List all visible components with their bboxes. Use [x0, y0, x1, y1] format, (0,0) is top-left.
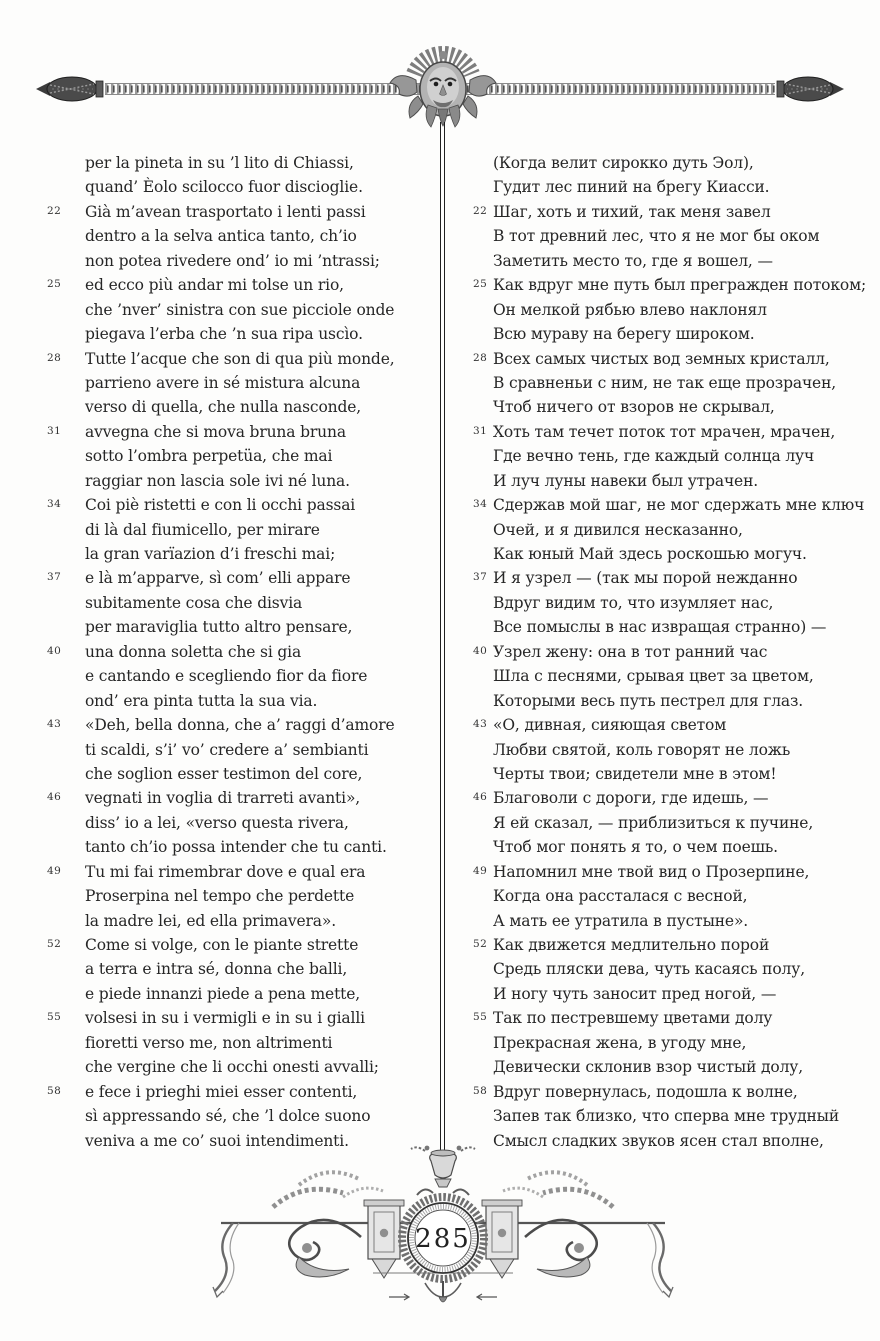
line-number: 46 [473, 791, 488, 804]
verse-text: volsesi in su i vermigli e in su i gialli [85, 1009, 365, 1028]
verse-text: e là m’apparve, sì com’ elli appare [85, 569, 351, 588]
verse-text: Già m’avean trasportato i lenti passi [85, 202, 366, 221]
poem-line [493, 324, 878, 348]
verse-text: Запев так близко, что сперва мне трудный [493, 1107, 840, 1126]
line-number: 49 [473, 864, 488, 877]
verse-text: Гудит лес пиний на брегу Киасси. [493, 178, 770, 197]
line-number: 34 [473, 498, 488, 511]
verse-text: Когда она рассталася с весной, [493, 887, 748, 906]
line-number: 34 [47, 498, 62, 511]
poem-line [47, 642, 441, 666]
verse-text: non potea rivedere ond’ io mi ’ntrassi; [85, 251, 380, 270]
line-number: 58 [47, 1084, 62, 1097]
line-number: 22 [473, 204, 488, 217]
verse-text: quand’ Èolo scilocco fuor discioglie. [85, 178, 363, 197]
verse-text: che vergine che li occhi onesti avvalli; [85, 1058, 379, 1077]
verse-text: Сдержав мой шаг, не мог сдержать мне ключ [493, 496, 865, 515]
poem-line [85, 1033, 441, 1057]
verse-text: di là dal fiumicello, per mirare [85, 520, 320, 539]
poem-line [47, 1008, 441, 1032]
verse-text: В сравненьи с ним, не так еще прозрачен, [493, 373, 837, 392]
line-number: 43 [47, 718, 62, 731]
poem-line [85, 324, 441, 348]
poem-line [473, 715, 878, 739]
verse-text: sotto l’ombra perpetüa, che mai [85, 447, 333, 466]
poem-line [85, 666, 441, 690]
poem-line [473, 1008, 878, 1032]
verse-text: Девически склонив взор чистый долу, [493, 1058, 804, 1077]
poem-line [85, 886, 441, 910]
poem-line [493, 177, 878, 201]
verse-text: una donna soletta che si gia [85, 642, 302, 661]
poem-line [85, 373, 441, 397]
verse-text: Где вечно тень, где каждый солнца луч [493, 447, 815, 466]
line-number: 28 [473, 351, 488, 364]
verse-text: И луч луны навеки был утрачен. [493, 471, 759, 490]
poem-line [85, 1106, 441, 1130]
footer-vase-icon [411, 1146, 475, 1187]
poem-line [85, 177, 441, 201]
poem-line [493, 837, 878, 861]
header-ornament [0, 0, 880, 135]
poem-line [85, 1057, 441, 1081]
poem-line [85, 153, 441, 177]
poem-line [47, 1082, 441, 1106]
verse-text: Благоволи с дороги, где идешь, — [493, 789, 769, 808]
poem-line [47, 495, 441, 519]
poem-line [473, 202, 878, 226]
poem-line [493, 984, 878, 1008]
poem-line [493, 740, 878, 764]
poem-line [47, 349, 441, 373]
footer-ornament [203, 1145, 683, 1313]
poem-line [493, 446, 878, 470]
verse-text: Tu mi fai rimembrar dove e qual era [85, 862, 366, 881]
verse-text: Смысл сладких звуков ясен стал вполне, [493, 1131, 824, 1150]
verse-text: per maraviglia tutto altro pensare, [85, 618, 353, 637]
verse-text: Proserpina nel tempo che perdette [85, 887, 355, 906]
verse-text: raggiar non lascia sole ivi né luna. [85, 471, 350, 490]
pinecone-finial-icon [777, 77, 844, 101]
verse-text: Coi piè ristetti e con li occhi passai [85, 496, 356, 515]
poem-line [493, 520, 878, 544]
verse-text: Черты твои; свидетели мне в этом! [493, 764, 777, 783]
poem-line [493, 764, 878, 788]
line-number: 55 [473, 1011, 488, 1024]
line-number: 28 [47, 351, 62, 364]
poem-line [85, 593, 441, 617]
poem-line [493, 691, 878, 715]
verse-text: Напомнил мне твой вид о Прозерпине, [493, 862, 810, 881]
footer-right-scrollwork [477, 1172, 673, 1300]
poem-line [85, 837, 441, 861]
verse-text: Любви святой, коль говорят не ложь [493, 740, 791, 759]
poem-line [85, 251, 441, 275]
poem-line [493, 544, 878, 568]
line-number: 25 [47, 278, 62, 291]
verse-text: a terra e intra sé, donna che balli, [85, 960, 348, 979]
poem-line [493, 397, 878, 421]
verse-text: per la pineta in su ’l lito di Chiassi, [85, 154, 354, 172]
verse-text: veniva a me co’ suoi intendimenti. [85, 1131, 349, 1150]
poem-line [85, 691, 441, 715]
poem-line [473, 495, 878, 519]
verse-text: Вдруг видим то, что изумляет нас, [493, 593, 774, 612]
line-number: 25 [473, 278, 488, 291]
verse-text: Я ей сказал, — приблизиться к пучине, [493, 813, 814, 832]
pinecone-finial-icon [36, 77, 103, 101]
verse-text: la gran varïazion d’i freschi mai; [85, 545, 336, 563]
poem-line [473, 349, 878, 373]
footer-left-scrollwork [213, 1172, 409, 1300]
verse-text: che soglion esser testimon del core, [85, 764, 363, 783]
poem-line [493, 813, 878, 837]
poem-line [47, 862, 441, 886]
line-number: 31 [47, 424, 62, 437]
poem-line [85, 446, 441, 470]
verse-text: Всех самых чистых вод земных кристалл, [493, 349, 830, 368]
poem-line [47, 275, 441, 299]
poem-line [493, 1106, 878, 1130]
poem-line [493, 666, 878, 690]
poem-line [47, 788, 441, 812]
poem-column-right [473, 153, 878, 1155]
poem-line [493, 373, 878, 397]
poem-line [85, 226, 441, 250]
poem-line [473, 788, 878, 812]
poem-line [85, 471, 441, 495]
verse-text: Чтоб ничего от взоров не скрывал, [493, 398, 775, 417]
verse-text: Всю мураву на берегу широком. [493, 325, 755, 344]
poem-line [493, 617, 878, 641]
poem-line [493, 886, 878, 910]
verse-text: e cantando e scegliendo fior da fiore [85, 667, 368, 686]
poem-line [85, 520, 441, 544]
line-number: 52 [47, 938, 62, 950]
poem-line [493, 593, 878, 617]
poem-line [85, 959, 441, 983]
verse-text: Как движется медлительно порой [493, 936, 770, 954]
poem-line [493, 471, 878, 495]
poem-column-left [47, 153, 441, 1155]
poem-line [85, 813, 441, 837]
verse-text: diss’ io a lei, «verso questa rivera, [85, 813, 349, 832]
grotesque-mask-icon [390, 51, 496, 127]
verse-text: Как вдруг мне путь был прегражден потоком; [493, 276, 867, 295]
verse-text: ti scaldi, s’i’ vo’ credere a’ sembianti [85, 740, 369, 759]
poem-line [85, 764, 441, 788]
poem-line [85, 911, 441, 935]
verse-text: Come si volge, con le piante strette [85, 936, 359, 954]
verse-text: Он мелкой рябью влево наклонял [493, 300, 767, 319]
poem-line [47, 422, 441, 446]
verse-text: fioretti verso me, non altrimenti [85, 1033, 333, 1052]
poem-line [85, 544, 441, 568]
verse-text: Средь пляски дева, чуть касаясь полу, [493, 960, 805, 979]
line-number: 43 [473, 718, 488, 731]
poem-line [473, 642, 878, 666]
poem-line [473, 935, 878, 959]
poem-line [85, 740, 441, 764]
verse-text: e piede innanzi piede a pena mette, [85, 984, 361, 1003]
verse-text: la madre lei, ed ella primavera». [85, 911, 336, 930]
verse-text: Чтоб мог понять я то, о чем поешь. [493, 838, 778, 857]
poem-line [493, 251, 878, 275]
verse-text: Очей, и я дивился несказанно, [493, 520, 743, 539]
poem-line [47, 202, 441, 226]
line-number: 37 [473, 571, 488, 584]
verse-text: А мать ее утратила в пустыне». [493, 911, 749, 930]
line-number: 40 [47, 644, 62, 657]
poem-line [493, 1057, 878, 1081]
poem-line [493, 911, 878, 935]
page-number: 285 [415, 1224, 471, 1254]
poem-line [47, 715, 441, 739]
line-number: 49 [47, 864, 62, 877]
verse-text: В тот древний лес, что я не мог бы оком [493, 227, 820, 246]
line-number: 22 [47, 204, 62, 217]
verse-text: ed ecco più andar mi tolse un rio, [85, 276, 344, 295]
poem-line [493, 226, 878, 250]
verse-text: Шла с песнями, срывая цвет за цветом, [493, 667, 814, 686]
line-number: 37 [47, 571, 62, 584]
verse-text: Все помыслы в нас извращая странно) — [493, 618, 827, 637]
page-number-cartouche [402, 1189, 484, 1302]
line-number: 31 [473, 424, 488, 437]
poem-line [473, 275, 878, 299]
poem-line [47, 935, 441, 959]
verse-text: Tutte l’acque che son di qua più monde, [85, 349, 395, 368]
poem-line [85, 300, 441, 324]
verse-text: Как юный Май здесь роскошью могуч. [493, 545, 807, 563]
verse-text: И я узрел — (так мы порой нежданно [493, 569, 798, 588]
verse-text: parrieno avere in sé mistura alcuna [85, 373, 361, 392]
verse-text: Хоть там течет поток тот мрачен, мрачен, [493, 422, 836, 441]
verse-text: sì appressando sé, che ’l dolce suono [85, 1107, 371, 1126]
line-number: 40 [473, 644, 488, 657]
verse-text: «Deh, bella donna, che a’ raggi d’amore [85, 716, 395, 735]
verse-text: Так по пестревшему цветами долу [493, 1009, 773, 1028]
poem-line [493, 153, 878, 177]
verse-text: Шаг, хоть и тихий, так меня завел [493, 202, 771, 221]
line-number: 52 [473, 938, 488, 950]
verse-text: ond’ era pinta tutta la sua via. [85, 691, 318, 710]
line-number: 58 [473, 1084, 488, 1097]
verse-text: e fece i prieghi miei esser contenti, [85, 1082, 358, 1101]
verse-text: verso di quella, che nulla nasconde, [85, 398, 362, 417]
poem-line [85, 984, 441, 1008]
verse-text: tanto ch’io possa intender che tu canti. [85, 838, 387, 857]
line-number: 46 [47, 791, 62, 804]
poem-line [85, 617, 441, 641]
poem-line [473, 568, 878, 592]
verse-text: И ногу чуть заносит пред ногой, — [493, 984, 777, 1003]
verse-text: che ’nver’ sinistra con sue picciole onde [85, 300, 395, 319]
poem-line [493, 1033, 878, 1057]
verse-text: Заметить место то, где я вошел, — [493, 251, 773, 270]
poem-line [473, 862, 878, 886]
verse-text: Которыми весь путь пестрел для глаз. [493, 691, 804, 710]
verse-text: vegnati in voglia di trarreti avanti», [85, 789, 361, 808]
verse-text: subitamente cosa che disvia [85, 593, 303, 612]
poem-line [493, 959, 878, 983]
poem-line [493, 300, 878, 324]
poem-line [47, 568, 441, 592]
verse-text: piegava l’erba che ’n sua ripa uscìo. [85, 325, 363, 344]
poem-line [473, 422, 878, 446]
verse-text: Прекрасная жена, в угоду мне, [493, 1033, 747, 1052]
line-number: 55 [47, 1011, 62, 1024]
poem-line [473, 1082, 878, 1106]
verse-text: dentro a la selva antica tanto, ch’io [85, 227, 357, 246]
verse-text: Узрел жену: она в тот ранний час [493, 642, 768, 661]
verse-text: Вдруг повернулась, подошла к волне, [493, 1082, 798, 1101]
verse-text: avvegna che si mova bruna bruna [85, 422, 346, 441]
verse-text: «О, дивная, сияющая светом [493, 716, 727, 735]
poem-line [85, 397, 441, 421]
verse-text: (Когда велит сирокко дуть Эол), [493, 154, 754, 172]
